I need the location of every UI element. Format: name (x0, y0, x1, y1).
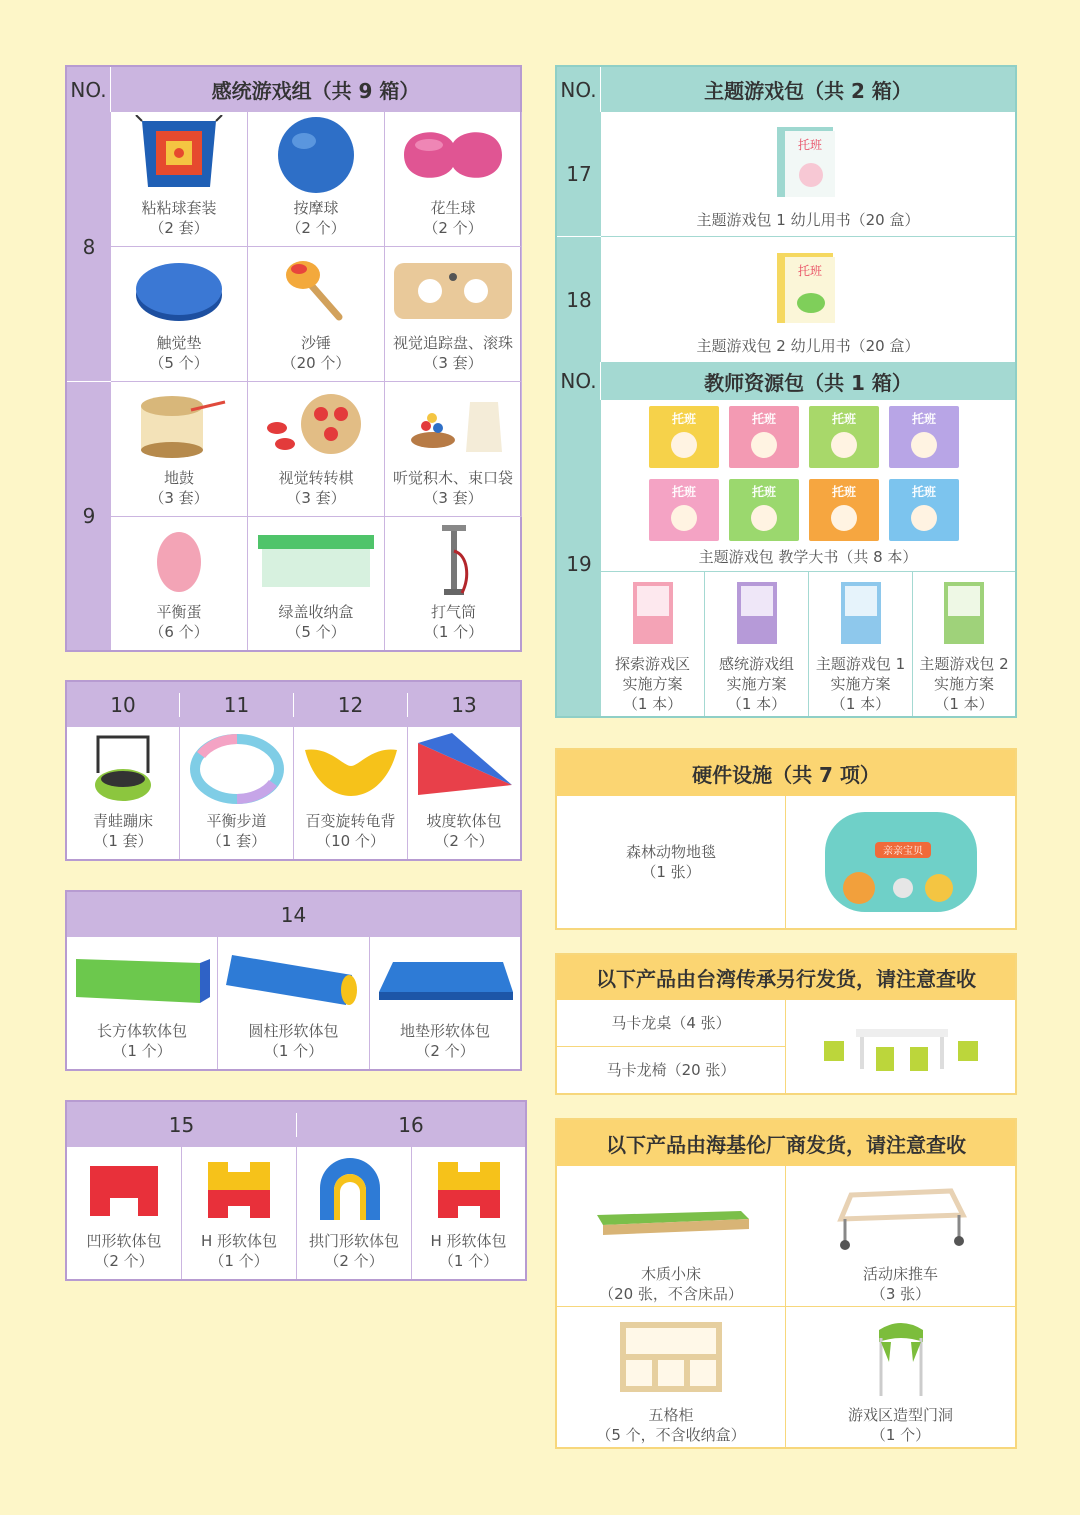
big-book-illustration (751, 432, 777, 458)
item-name: 木质小床 (640, 1265, 701, 1283)
item-name: 地鼓 (163, 469, 194, 487)
item-qty: （20 个） (281, 354, 351, 372)
theme-book-2-cover-text: 托班 (797, 263, 823, 278)
theme-row-18 (601, 237, 1015, 362)
big-book-illustration (831, 505, 857, 531)
item-cell (218, 937, 370, 1069)
h-shape-soft-pack-image (412, 1147, 525, 1231)
big-book-cover (649, 479, 719, 541)
big-book-cover (889, 479, 959, 541)
no-label: NO. (557, 362, 601, 400)
item-cell (111, 112, 248, 247)
theme-book-2-image (773, 237, 843, 336)
plan-subtitle: 实施方案 (830, 675, 891, 693)
taiwan-title: 以下产品由台湾传承另行发货，请注意查收 (596, 967, 976, 991)
item-number: 10 (67, 693, 180, 717)
item-14-table (65, 890, 522, 1071)
no-label: NO. (557, 67, 601, 112)
item-qty: （1 个） (438, 1252, 499, 1270)
sensory-title: 感统游戏组（共 9 箱） (211, 79, 420, 103)
h-shape-soft-pack-image (182, 1147, 296, 1231)
big-book-cover-text: 托班 (751, 412, 776, 426)
plan-subtitle: 实施方案 (622, 675, 683, 693)
hardware-table (555, 748, 1017, 930)
item-qty: （3 套） (423, 354, 483, 372)
slope-soft-pack-image (408, 727, 520, 811)
five-grid-cabinet-image (616, 1316, 726, 1396)
group-number-9: 9 (67, 382, 111, 650)
big-book-cover-text: 托班 (671, 485, 696, 499)
item-cell (248, 112, 385, 247)
item-name: 听觉积木、束口袋 (392, 469, 513, 487)
item-qty: （2 个） (324, 1252, 384, 1270)
floor-drum-image (111, 382, 247, 468)
item-14-header (67, 892, 520, 937)
item-name: 绿盖收纳盒 (278, 603, 354, 621)
air-pump-image (385, 517, 522, 602)
big-book-illustration (911, 505, 937, 531)
item-qty: （1 个） (870, 1426, 931, 1444)
massage-ball-image (248, 112, 384, 198)
taiwan-item-name: 马卡龙桌（4 张） (611, 1014, 731, 1032)
big-book-illustration (831, 432, 857, 458)
big-books-label: 主题游戏包 教学大书（共 8 本） (698, 548, 918, 566)
plan-title: 主题游戏包 1 (815, 655, 906, 673)
theme-row-17 (601, 112, 1015, 237)
taiwan-image-cell (786, 1000, 1015, 1093)
item-number: 14 (280, 902, 307, 927)
maraca-image (248, 247, 384, 333)
tactile-pad-image (111, 247, 247, 333)
item-name: 视觉转转棋 (278, 469, 354, 487)
item-name: 按摩球 (293, 199, 339, 217)
item-name: 粘粘球套装 (141, 199, 217, 217)
item-name: 坡度软体包 (426, 812, 502, 830)
arch-soft-pack-image (297, 1147, 411, 1231)
item-name: 触觉垫 (156, 334, 202, 352)
item-name: 沙锤 (300, 334, 331, 352)
haijilun-title: 以下产品由海基伦厂商发货，请注意查收 (606, 1132, 966, 1157)
spin-turtle-back-image (294, 727, 407, 811)
macaron-table-chairs-image (816, 1007, 986, 1087)
items-10-13-header (67, 682, 520, 727)
item-cell (385, 247, 522, 382)
taiwan-header (557, 955, 1015, 1000)
plan-qty: （1 本） (934, 695, 994, 713)
item-qty: （1 个） (209, 1252, 269, 1270)
plan-cell (913, 572, 1015, 716)
no-label: NO. (67, 67, 111, 112)
item-qty: （3 套） (423, 489, 483, 507)
item-cell (412, 1147, 525, 1279)
item-cell (385, 382, 522, 517)
item-cell (385, 517, 522, 650)
row-number-18: 18 (557, 237, 601, 362)
big-book-illustration (671, 432, 697, 458)
item-qty: （1 套） (206, 832, 267, 850)
item-name: 地垫形软体包 (399, 1022, 490, 1040)
plan-qty: （1 本） (622, 695, 683, 713)
big-book-cover-text: 托班 (911, 412, 936, 426)
item-qty: （6 个） (149, 623, 209, 641)
item-name: 活动床推车 (862, 1265, 938, 1283)
haijilun-item-cell (786, 1166, 1015, 1307)
big-book-illustration (751, 505, 777, 531)
item-qty: （20 张，不含床品） (599, 1285, 743, 1303)
item-qty: （3 套） (149, 489, 209, 507)
carpet-logo-text: 亲亲宝贝 (882, 846, 923, 857)
item-cell (248, 382, 385, 517)
item-qty: （5 个） (149, 354, 209, 372)
carpet-image-cell (786, 796, 1015, 928)
green-lid-box-image (248, 517, 384, 602)
item-number: 13 (451, 692, 477, 717)
taiwan-item-cell (557, 1000, 786, 1047)
hardware-title: 硬件设施（共 7 项） (692, 762, 880, 787)
balance-path-image (180, 727, 293, 811)
item-number: 15 (67, 1113, 297, 1137)
item-cell (248, 517, 385, 650)
haijilun-item-cell (786, 1307, 1015, 1447)
item-qty: （1 个） (263, 1042, 324, 1060)
taiwan-item-name: 马卡龙椅（20 张） (606, 1061, 736, 1079)
theme-header (557, 67, 1015, 112)
item-qty: （2 个） (434, 832, 494, 850)
item-qty: （5 个） (286, 623, 346, 641)
item-name: 青蛙蹦床 (92, 812, 153, 830)
item-cell (182, 1147, 297, 1279)
theme-teacher-table (555, 65, 1017, 718)
haijilun-table (555, 1118, 1017, 1449)
item-cell (67, 937, 218, 1069)
haijilun-header (557, 1120, 1015, 1166)
item-name: 凹形软体包 (86, 1232, 162, 1250)
big-book-cover-text: 托班 (831, 485, 856, 499)
item-qty: （2 个） (286, 219, 346, 237)
item-name: 花生球 (430, 199, 476, 217)
theme-row-18-label: 主题游戏包 2 幼儿用书（20 盒） (696, 337, 920, 355)
items-10-13-table (65, 680, 522, 861)
item-name: 平衡步道 (206, 812, 267, 830)
big-book-cover (649, 406, 719, 468)
item-cell (111, 517, 248, 650)
item-qty: （2 套） (149, 219, 209, 237)
item-cell (385, 112, 522, 247)
item-name: 平衡蛋 (156, 603, 202, 621)
plan-cell (601, 572, 705, 716)
haijilun-item-cell (557, 1307, 786, 1447)
teacher-title: 教师资源包（共 1 箱） (704, 370, 912, 395)
big-book-cover-text: 托班 (911, 485, 936, 499)
item-name: 圆柱形软体包 (248, 1022, 339, 1040)
concave-soft-pack-image (67, 1147, 181, 1231)
plan-row (601, 572, 1015, 716)
theme-row-17-label: 主题游戏包 1 幼儿用书（20 盒） (696, 211, 920, 229)
visual-tracking-board-image (385, 247, 521, 333)
item-qty: （5 个，不含收纳盒） (596, 1426, 746, 1444)
item-cell (111, 247, 248, 382)
plan-subtitle: 实施方案 (726, 675, 787, 693)
plan-book-image (629, 580, 677, 648)
item-qty: （1 套） (93, 832, 153, 850)
item-qty: （1 个） (112, 1042, 172, 1060)
item-cell (248, 247, 385, 382)
plan-book-image (733, 580, 781, 648)
item-qty: （2 个） (423, 219, 483, 237)
item-qty: （10 个） (316, 832, 385, 850)
peanut-ball-image (385, 112, 521, 198)
play-area-doorway-image (871, 1314, 931, 1398)
hardware-header (557, 750, 1015, 796)
item-cell (111, 382, 248, 517)
item-name: 五格柜 (648, 1406, 694, 1424)
plan-subtitle: 实施方案 (933, 675, 994, 693)
item-name: 打气筒 (430, 603, 476, 621)
plan-qty: （1 本） (726, 695, 787, 713)
carpet-name: 森林动物地毯 (625, 843, 716, 861)
item-cell (294, 727, 408, 859)
big-books-area (601, 400, 1015, 572)
big-book-cover-text: 托班 (751, 485, 776, 499)
big-book-cover-text: 托班 (671, 412, 696, 426)
item-name: H 形软体包 (200, 1232, 278, 1250)
item-name: H 形软体包 (430, 1232, 507, 1250)
plan-book-image (837, 580, 885, 648)
item-qty: （3 张） (870, 1285, 931, 1303)
plan-qty: （1 本） (830, 695, 891, 713)
plan-book-image (940, 580, 988, 648)
theme-book-1-cover-text: 托班 (797, 138, 823, 152)
carpet-label-cell (557, 796, 786, 928)
theme-book-1-image (773, 112, 843, 210)
item-cell (67, 727, 180, 859)
row-number-17: 17 (557, 112, 601, 237)
row-number-19: 19 (557, 400, 601, 716)
bed-cart-image (831, 1175, 971, 1255)
plan-title: 主题游戏包 2 (919, 655, 1009, 673)
hearing-blocks-image (385, 382, 521, 468)
plan-cell (705, 572, 809, 716)
item-name: 游戏区造型门洞 (847, 1406, 953, 1424)
theme-title: 主题游戏包（共 2 箱） (704, 79, 912, 103)
plan-title: 感统游戏组 (718, 655, 794, 673)
wooden-bed-image (589, 1185, 753, 1245)
big-book-cover (809, 406, 879, 468)
sticky-ball-set-image (111, 112, 247, 198)
teacher-header (557, 362, 1015, 400)
visual-spin-chess-image (248, 382, 384, 468)
item-qty: （3 套） (286, 489, 346, 507)
item-qty: （2 个） (94, 1252, 154, 1270)
big-book-cover (889, 406, 959, 468)
item-qty: （2 个） (415, 1042, 475, 1060)
items-15-16-table (65, 1100, 527, 1281)
cuboid-soft-pack-image (67, 937, 217, 1021)
balance-egg-image (111, 517, 247, 602)
item-cell (370, 937, 520, 1069)
forest-carpet-image (819, 804, 983, 920)
item-name: 视觉追踪盘、滚珠 (392, 334, 513, 352)
item-number: 12 (294, 693, 408, 717)
item-name: 长方体软体包 (96, 1022, 187, 1040)
item-name: 拱门形软体包 (308, 1232, 399, 1250)
sensory-header (67, 67, 520, 112)
carpet-qty: （1 张） (641, 863, 701, 881)
big-book-cover (809, 479, 879, 541)
frog-trampoline-image (67, 727, 179, 811)
item-cell (297, 1147, 412, 1279)
item-number: 16 (398, 1112, 424, 1137)
items-15-16-header (67, 1102, 525, 1147)
taiwan-table (555, 953, 1017, 1095)
taiwan-item-cell (557, 1047, 786, 1093)
big-book-illustration (911, 432, 937, 458)
cylinder-soft-pack-image (218, 937, 369, 1021)
item-cell (180, 727, 294, 859)
plan-cell (809, 572, 913, 716)
item-qty: （1 个） (423, 623, 484, 641)
item-number: 11 (180, 693, 294, 717)
big-book-cover-text: 托班 (831, 412, 856, 426)
item-name: 百变旋转龟背 (305, 812, 396, 830)
haijilun-item-cell (557, 1166, 786, 1307)
mat-soft-pack-image (370, 937, 520, 1021)
plan-title: 探索游戏区 (614, 655, 690, 673)
big-book-cover (729, 406, 799, 468)
big-book-cover (729, 479, 799, 541)
item-cell (67, 1147, 182, 1279)
group-number-8: 8 (67, 112, 111, 382)
sensory-table (65, 65, 522, 652)
big-books-grid (649, 406, 969, 542)
item-cell (408, 727, 520, 859)
big-book-illustration (671, 505, 697, 531)
